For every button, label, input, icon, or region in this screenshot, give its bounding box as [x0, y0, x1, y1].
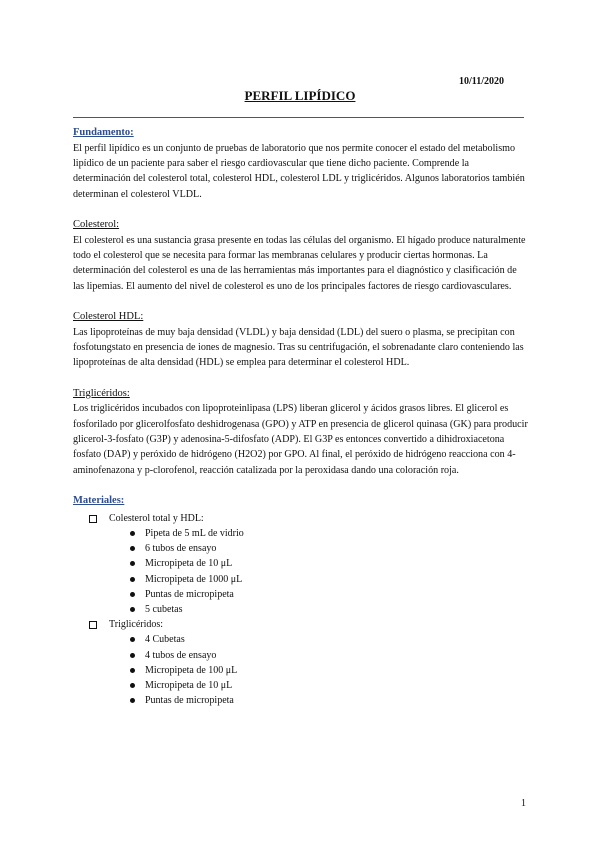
section-colesterol-hdl — [73, 310, 529, 371]
bullet-dot-icon — [130, 546, 135, 551]
bullet-dot-icon — [130, 653, 135, 658]
list-item: 4 Cubetas — [109, 632, 529, 647]
title-divider — [73, 117, 524, 118]
section-paragraph: El perfil lipídico es un conjunto de pruebas de laboratorio que nos permite conocer el estado del metabolismo lipídico de un paciente para saber el riesgo cardiovascular que tiene dicho paciente. Comprende la determinación del colesterol total, colesterol HDL, colesterol LDL y triglicéridos. Algunos laboratorios también determinan el colesterol VLDL. — [73, 142, 525, 200]
section-heading: Materiales: — [73, 494, 125, 506]
bullet-dot-icon — [130, 698, 135, 703]
checkbox-bullet-icon — [89, 515, 97, 523]
bullet-dot-icon — [130, 531, 135, 536]
list-item: Micropipeta de 10 μL — [109, 556, 529, 571]
list-item: Micropipeta de 1000 μL — [109, 572, 529, 587]
list-item: Micropipeta de 10 μL — [109, 678, 529, 693]
list-item: Micropipeta de 100 μL — [109, 663, 529, 678]
section-trigliceridos — [73, 387, 529, 478]
list-item: 6 tubos de ensayo — [109, 541, 529, 556]
list-item: Pipeta de 5 mL de vidrio — [109, 526, 529, 541]
section-heading: Colesterol HDL: — [73, 310, 144, 322]
materials-group-label: Colesterol total y HDL: — [109, 512, 204, 524]
list-item: 4 tubos de ensayo — [109, 648, 529, 663]
bullet-dot-icon — [130, 592, 135, 597]
bullet-dot-icon — [130, 683, 135, 688]
bullet-dot-icon — [130, 668, 135, 673]
materials-list — [73, 511, 529, 709]
section-heading: Triglicéridos: — [73, 387, 130, 399]
section-fundamento — [73, 126, 529, 202]
materials-items — [109, 526, 529, 617]
materials-group — [73, 511, 529, 617]
bullet-dot-icon — [130, 561, 135, 566]
bullet-dot-icon — [130, 637, 135, 642]
list-item: 5 cubetas — [109, 602, 529, 617]
section-paragraph: Las lipoproteínas de muy baja densidad (VLDL) y baja densidad (LDL) del suero o plasma, se precipitan con fosfotungstato en presencia de iones de magnesio. Tras su centrifugación, el sobrenadante claro conteniendo las lipoproteínas de alta densidad (HDL) se emplea para determinar el colesterol HDL. — [73, 326, 524, 369]
checkbox-bullet-icon — [89, 621, 97, 629]
page-number: 1 — [521, 798, 526, 809]
materials-group — [73, 617, 529, 708]
materials-group-label: Triglicéridos: — [109, 619, 164, 631]
document-title: PERFIL LIPÍDICO — [244, 88, 356, 103]
section-heading: Colesterol: — [73, 218, 120, 230]
section-paragraph: Los triglicéridos incubados con lipoproteinlipasa (LPS) liberan glicerol y ácidos grasos libres. El glicerol es fosforilado por glicerolfosfato deshidrogenasa (GPO) y ATP en presencia de glicerol quinasa (GK) para producir glicerol-3-fosfato (G3P) y adenosina-5-difosfato (ADP). El G3P es entonces convertido a dihidroxiacetona fosfato (DAP) y peróxido de hidrógeno (H2O2) por GPO. Al final, el peróxido de hidrógeno reacciona con 4-aminofenazona y p-clorofenol, reacción catalizada por la peroxidasa dando una coloración roja. — [73, 403, 528, 476]
section-paragraph: El colesterol es una sustancia grasa presente en todas las células del organismo. El hígado produce naturalmente todo el colesterol que se necesita para formar las membranas celulares y producir ciertas hormonas. La determinación del colesterol es una de las herramientas más importantes para el diagnóstico y clasificación de las lipemias. El aumento del nivel de colesterol es uno de los principales factores de riesgo cardiovasculares. — [73, 234, 526, 292]
section-materiales — [73, 494, 529, 708]
document-body — [73, 126, 529, 708]
list-item: Puntas de micropipeta — [109, 693, 529, 708]
materials-items — [109, 632, 529, 708]
bullet-dot-icon — [130, 607, 135, 612]
document-date: 10/11/2020 — [458, 76, 504, 87]
list-item: Puntas de micropipeta — [109, 587, 529, 602]
bullet-dot-icon — [130, 577, 135, 582]
section-colesterol — [73, 218, 529, 294]
section-heading: Fundamento: — [73, 127, 134, 138]
